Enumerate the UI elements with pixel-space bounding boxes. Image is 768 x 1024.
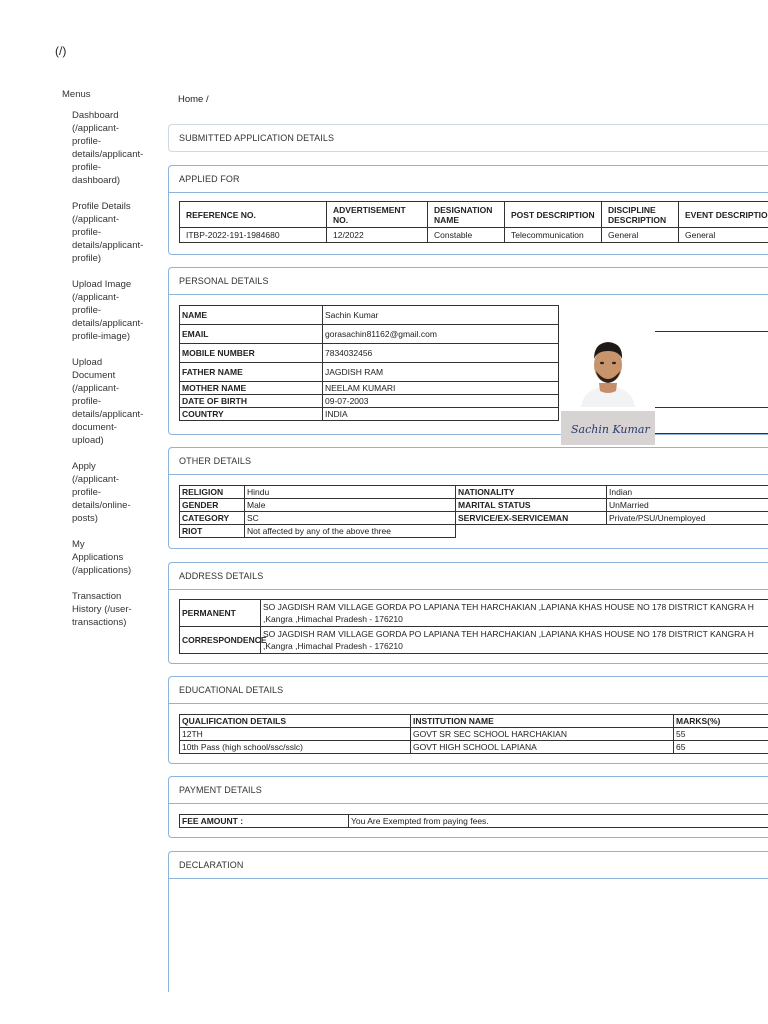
applied-cell: Telecommunication: [505, 228, 602, 243]
personal-label: DATE OF BIRTH: [180, 395, 323, 408]
personal-value: 09-07-2003: [323, 395, 559, 408]
sidebar-item-profile-details[interactable]: Profile Details (/applicant- profile- details/applicant- profile): [72, 201, 144, 264]
breadcrumb[interactable]: Home /: [178, 94, 209, 105]
education-header: INSTITUTION NAME: [411, 715, 674, 728]
personal-divider: [655, 407, 768, 408]
other-label: MARITAL STATUS: [456, 499, 607, 512]
address-label: PERMANENT: [180, 600, 261, 627]
applied-header: DISCIPLINE DESCRIPTION: [602, 202, 679, 228]
applied-table: [179, 201, 768, 243]
address-label: CORRESPONDENCE: [180, 627, 261, 654]
education-header: QUALIFICATION DETAILS: [180, 715, 411, 728]
other-label: CATEGORY: [180, 512, 245, 525]
sidebar-item-transaction-history[interactable]: Transaction History (/user- transactions): [72, 591, 132, 628]
education-cell: 12TH: [180, 728, 411, 741]
applied-panel: [168, 165, 768, 255]
sidebar-item-upload-document[interactable]: Upload Document (/applicant- profile- details/applicant- document- upload): [72, 357, 144, 446]
other-label: RELIGION: [180, 486, 245, 499]
main-content: [168, 0, 768, 1024]
education-panel: [168, 676, 768, 764]
other-value: Hindu: [245, 486, 456, 499]
education-cell: 65: [674, 741, 768, 754]
applied-cell: ITBP-2022-191-1984680: [180, 228, 327, 243]
personal-value: JAGDISH RAM: [323, 363, 559, 382]
personal-label: MOTHER NAME: [180, 382, 323, 395]
personal-label: NAME: [180, 306, 323, 325]
other-value: SC: [245, 512, 456, 525]
applied-cell: Constable: [428, 228, 505, 243]
applied-header: POST DESCRIPTION: [505, 202, 602, 228]
payment-table: [179, 814, 768, 828]
other-value: Not affected by any of the above three: [245, 525, 456, 538]
address-title: ADDRESS DETAILS: [169, 563, 768, 590]
home-root-link[interactable]: (/): [55, 44, 67, 58]
declaration-panel: [168, 851, 768, 992]
other-value: Male: [245, 499, 456, 512]
applied-title: APPLIED FOR: [169, 166, 768, 193]
education-header: MARKS(%): [674, 715, 768, 728]
sidebar-item-my-applications[interactable]: My Applications (/applications): [72, 539, 132, 576]
other-label: SERVICE/EX-SERVICEMAN: [456, 512, 607, 525]
education-title: EDUCATIONAL DETAILS: [179, 685, 284, 695]
other-value: UnMarried: [607, 499, 768, 512]
other-value: Private/PSU/Unemployed: [607, 512, 768, 525]
sidebar-item-upload-image[interactable]: Upload Image (/applicant- profile- details/applicant- profile-image): [72, 279, 144, 342]
personal-divider: [655, 331, 768, 332]
applied-header: ADVERTISEMENT NO.: [327, 202, 428, 228]
personal-value: INDIA: [323, 408, 559, 421]
personal-panel: [168, 267, 768, 435]
personal-value: gorasachin81162@gmail.com: [323, 325, 559, 344]
address-value: SO JAGDISH RAM VILLAGE GORDA PO LAPIANA TEH HARCHAKIAN ,LAPIANA KHAS HOUSE NO 178 DISTRICT KANGRA H ,Kangra ,Himachal Pradesh - 176210: [261, 627, 768, 654]
applied-cell: 12/2022: [327, 228, 428, 243]
education-cell: GOVT HIGH SCHOOL LAPIANA: [411, 741, 674, 754]
sidebar-item-apply[interactable]: Apply (/applicant- profile- details/online- posts): [72, 461, 131, 524]
address-table: [179, 599, 768, 654]
other-panel: [168, 447, 768, 549]
other-table: [179, 485, 768, 538]
applied-header: DESIGNATION NAME: [428, 202, 505, 228]
personal-value: NEELAM KUMARI: [323, 382, 559, 395]
education-cell: GOVT SR SEC SCHOOL HARCHAKIAN: [411, 728, 674, 741]
other-title: OTHER DETAILS: [169, 448, 768, 475]
applicant-signature: [561, 411, 655, 445]
applied-header: REFERENCE NO.: [180, 202, 327, 228]
sidebar-heading: Menus: [62, 89, 91, 100]
svg-text:Sachin Kumar: Sachin Kumar: [571, 423, 650, 436]
applied-header: EVENT DESCRIPTIO: [679, 202, 768, 228]
personal-label: FATHER NAME: [180, 363, 323, 382]
applicant-photo: [561, 325, 655, 407]
declaration-title: DECLARATION: [169, 852, 768, 879]
applied-cell: General: [679, 228, 768, 243]
education-table: [179, 714, 768, 754]
personal-divider: [655, 433, 768, 434]
payment-label: FEE AMOUNT :: [180, 815, 349, 828]
other-label: NATIONALITY: [456, 486, 607, 499]
personal-value: Sachin Kumar: [323, 306, 559, 325]
sidebar-item-dashboard[interactable]: Dashboard (/applicant- profile- details/applicant- profile- dashboard): [72, 110, 144, 186]
personal-label: MOBILE NUMBER: [180, 344, 323, 363]
applied-cell: General: [602, 228, 679, 243]
address-panel: [168, 562, 768, 664]
payment-value: You Are Exempted from paying fees.: [349, 815, 768, 828]
personal-label: COUNTRY: [180, 408, 323, 421]
other-label: GENDER: [180, 499, 245, 512]
payment-title: PAYMENT DETAILS: [169, 777, 768, 804]
other-label: RIOT: [180, 525, 245, 538]
payment-panel: [168, 776, 768, 838]
personal-table: [179, 305, 559, 421]
sidebar: [62, 88, 162, 642]
address-value: SO JAGDISH RAM VILLAGE GORDA PO LAPIANA TEH HARCHAKIAN ,LAPIANA KHAS HOUSE NO 178 DISTRICT KANGRA H ,Kangra ,Himachal Pradesh - 176210: [261, 600, 768, 627]
education-cell: 55: [674, 728, 768, 741]
personal-label: EMAIL: [180, 325, 323, 344]
submitted-panel: [168, 124, 768, 152]
personal-value: 7834032456: [323, 344, 559, 363]
education-cell: 10th Pass (high school/ssc/sslc): [180, 741, 411, 754]
other-value: Indian: [607, 486, 768, 499]
submitted-title: SUBMITTED APPLICATION DETAILS: [179, 133, 335, 143]
personal-title: PERSONAL DETAILS: [169, 268, 768, 295]
